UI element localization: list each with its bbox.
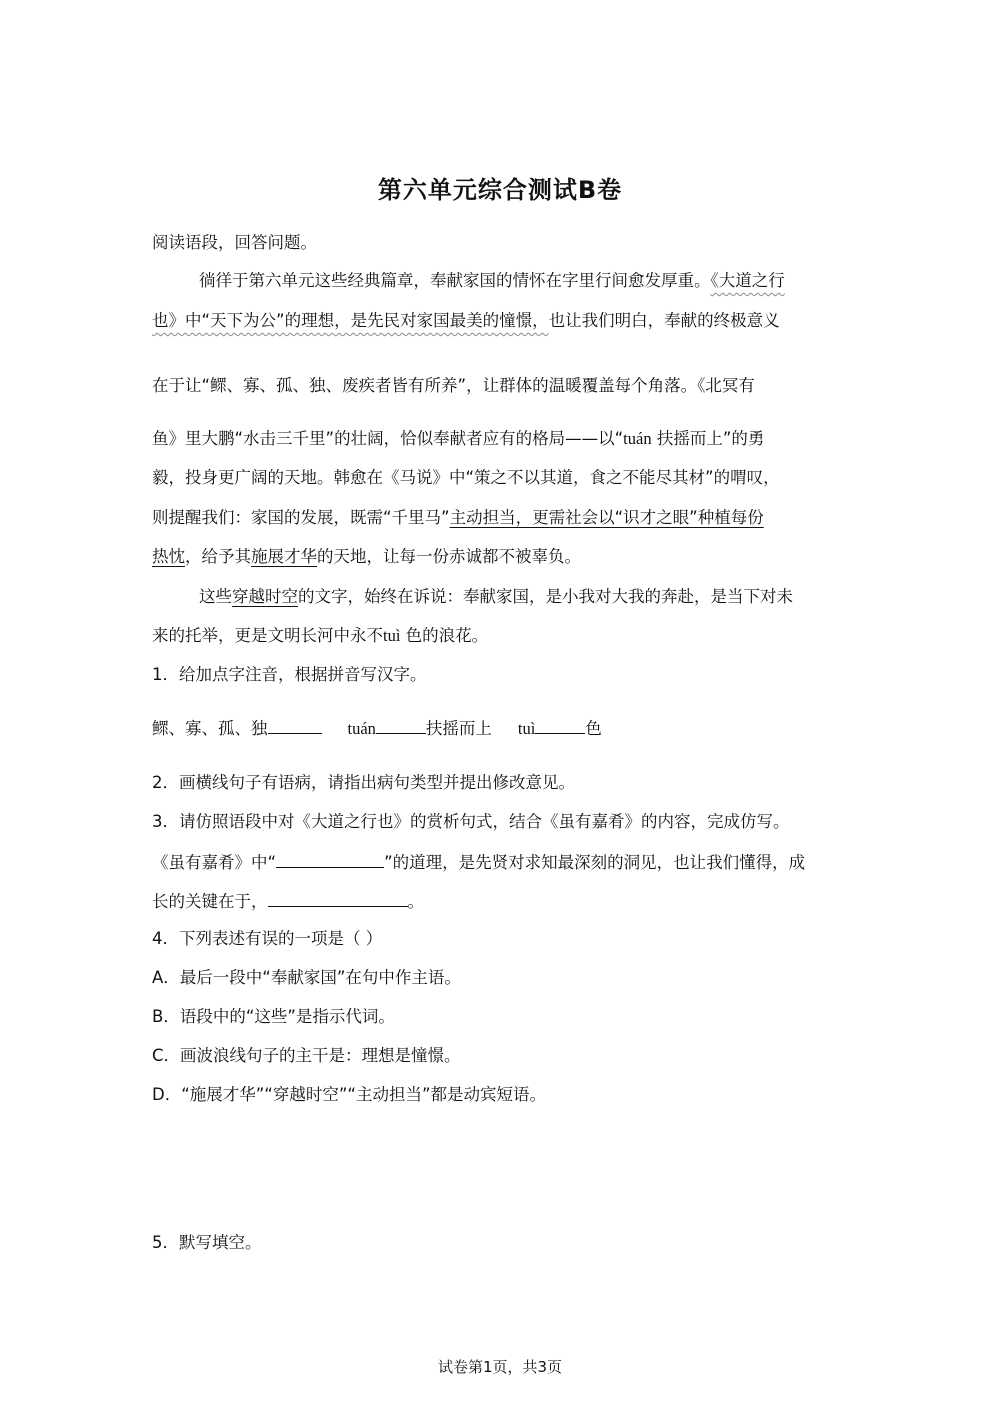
- wavy-underlined-text: 也》中“天下为公”的理想，是先民对家国最美的憧憬，: [152, 311, 549, 330]
- passage-line-2: [152, 309, 852, 333]
- pinyin-text: tuán: [347, 719, 376, 738]
- passage-line-6: [152, 506, 852, 530]
- q1-item-text: 鳏、寡、孤、独: [152, 719, 268, 738]
- question-3-line-2: [152, 849, 852, 875]
- q3-text: ”的道理，是先贤对求知最深刻的洞见，也让我们懂得，成: [384, 853, 806, 872]
- passage-line-8: [199, 585, 859, 609]
- passage-text: 则提醒我们：家国的发展，既需“千里马”: [152, 508, 450, 527]
- question-4: 4．下列表述有误的一项是（ ）: [152, 929, 383, 948]
- option-a[interactable]: A．最后一段中“奉献家国”在句中作主语。: [152, 968, 461, 987]
- answer-blank[interactable]: [535, 715, 585, 734]
- underlined-phrase: 穿越时空: [232, 587, 298, 606]
- passage-line-9: [152, 624, 852, 648]
- passage-text: 鱼》里大鹏“水击三千里”的壮阔，恰似奉献者应有的格局——以“: [152, 429, 624, 448]
- passage-text: 来的托举，更是文明长河中永不: [152, 626, 383, 645]
- passage-line-4: [152, 427, 852, 451]
- answer-blank[interactable]: [376, 715, 426, 734]
- passage-text: 也让我们明白，奉献的终极意义: [548, 311, 780, 330]
- wavy-underlined-text: 《大道之行: [710, 271, 785, 290]
- passage-text: 色的浪花。: [405, 626, 489, 645]
- option-c[interactable]: C．画波浪线句子的主干是：理想是憧憬。: [152, 1046, 461, 1065]
- question-2: 2．画横线句子有语病，请指出病句类型并提出修改意见。: [152, 773, 575, 792]
- pinyin-text: tuì: [517, 719, 536, 738]
- passage-line-1: [199, 269, 859, 293]
- q3-text: 长的关键在于，: [152, 892, 268, 911]
- passage-text: 的文字，始终在诉说：奉献家国，是小我对大我的奔赴，是当下对未: [298, 587, 793, 606]
- passage-text: ，给予其: [185, 547, 251, 566]
- question-1: 1．给加点字注音，根据拼音写汉字。: [152, 665, 427, 684]
- passage-text: 这些: [199, 587, 232, 606]
- page-title: 第六单元综合测试B卷: [377, 176, 623, 204]
- passage-text: 徜徉于第六单元这些经典篇章，奉献家国的情怀在字里行间愈发厚重。: [199, 271, 711, 290]
- answer-blank[interactable]: [276, 849, 384, 868]
- passage-text: 扶摇而上”的勇: [656, 429, 765, 448]
- question-1-items: [152, 715, 852, 741]
- answer-blank[interactable]: [268, 888, 408, 907]
- q1-item-text: 色: [585, 719, 602, 738]
- underlined-phrase: 施展才华: [251, 547, 317, 566]
- instruction: 阅读语段，回答问题。: [152, 233, 317, 252]
- option-d[interactable]: D．“施展才华”“穿越时空”“主动担当”都是动宾短语。: [152, 1085, 546, 1104]
- passage-line-5: 毅，投身更广阔的天地。韩愈在《马说》中“策之不以其道，食之不能尽其材”的喟叹，: [152, 468, 780, 487]
- underlined-sentence: 主动担当，更需社会以“识才之眼”种植每份: [449, 508, 764, 527]
- q3-text: 《虽有嘉肴》中“: [152, 853, 277, 872]
- question-5: 5．默写填空。: [152, 1233, 262, 1252]
- answer-blank[interactable]: [268, 715, 322, 734]
- page-footer: 试卷第1页，共3页: [437, 1358, 563, 1376]
- passage-line-3: 在于让“鳏、寡、孤、独、废疾者皆有所养”，让群体的温暖覆盖每个角落。《北冥有: [152, 376, 755, 395]
- question-3: 3．请仿照语段中对《大道之行也》的赏析句式，结合《虽有嘉肴》的内容，完成仿写。: [152, 812, 790, 831]
- option-b[interactable]: B．语段中的“这些”是指示代词。: [152, 1007, 395, 1026]
- q3-text: 。: [407, 892, 424, 911]
- passage-text: 的天地，让每一份赤诚都不被辜负。: [317, 547, 581, 566]
- pinyin-text: tuán: [623, 429, 652, 448]
- passage-line-7: [152, 545, 852, 569]
- underlined-sentence: 热忱: [152, 547, 185, 566]
- question-3-line-3: [152, 888, 852, 914]
- q1-item-text: 扶摇而上: [425, 719, 492, 738]
- pinyin-text: tuì: [383, 626, 401, 645]
